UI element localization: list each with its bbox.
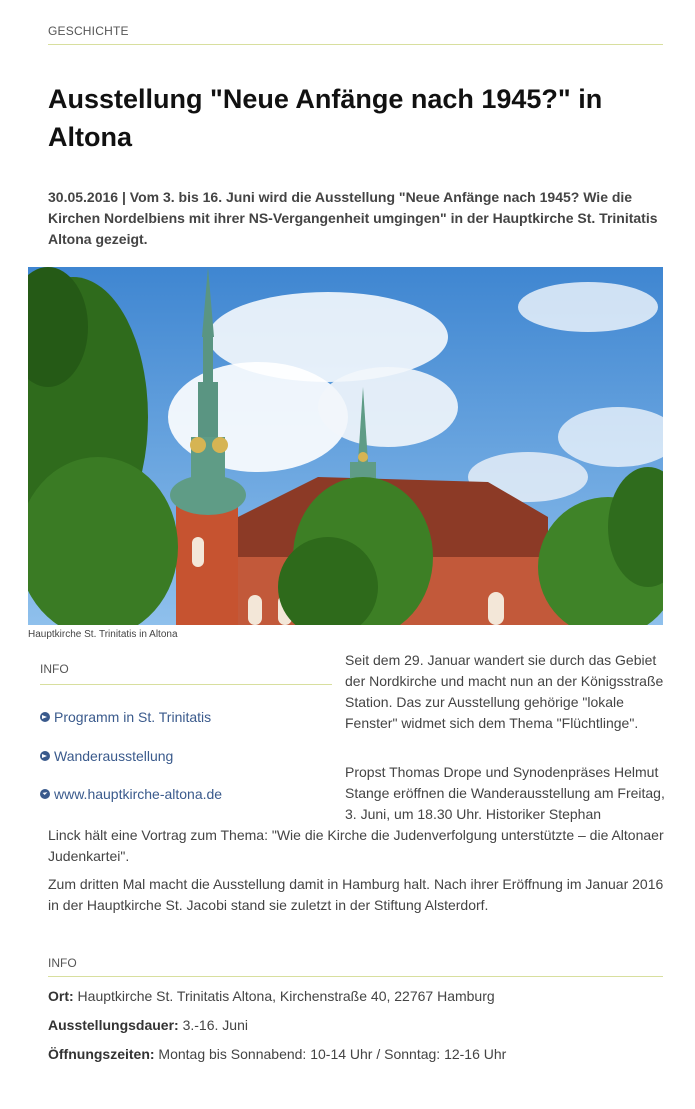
external-link-icon <box>40 789 50 799</box>
info-sidebar-title: INFO <box>40 656 332 685</box>
body-paragraph-2-end: Linck hält eine Vortrag zum Thema: "Wie die Kirche die Judenverfolgung unterstützte – die Altonaer Judenkartei". <box>48 827 664 864</box>
detail-duration-label: Ausstellungsdauer: <box>48 1017 179 1033</box>
body-paragraph-1: Seit dem 29. Januar wandert sie durch das Gebiet der Nordkirche und macht nun an der Königsstraße Station. Das zur Ausstellung gehörige "lokale Fenster" widmet sich dem Thema "Flüchtlinge". <box>345 652 664 731</box>
detail-opening-hours <box>48 1046 506 1062</box>
detail-duration <box>48 1017 248 1033</box>
category-label: GESCHICHTE <box>48 24 663 45</box>
link-hauptkirche-website[interactable] <box>40 784 332 804</box>
info-details-title: INFO <box>48 956 663 977</box>
article-title: Ausstellung "Neue Anfänge nach 1945?" in Altona <box>48 84 603 152</box>
body-paragraph-3: Zum dritten Mal macht die Ausstellung damit in Hamburg halt. Nach ihrer Eröffnung im Januar 2016 in der Hauptkirche St. Jacobi stand sie zuletzt in der Stiftung Alsterdorf. <box>48 876 664 913</box>
arrow-circle-icon <box>40 751 50 761</box>
detail-location-label: Ort: <box>48 988 74 1004</box>
arrow-circle-icon <box>40 712 50 722</box>
link-label: Programm in St. Trinitatis <box>54 709 212 725</box>
detail-hours-label: Öffnungszeiten: <box>48 1046 155 1062</box>
detail-location-value: Hauptkirche St. Trinitatis Altona, Kirchenstraße 40, 22767 Hamburg <box>73 988 495 1004</box>
body-paragraph-2-start: Propst Thomas Drope und Synodenpräses Helmut Stange eröffnen die Wanderausstellung am Freitag, 3. Juni, um 18.30 Uhr. Historiker Stephan <box>345 764 665 822</box>
detail-duration-value: 3.-16. Juni <box>178 1017 248 1033</box>
link-programm[interactable] <box>40 707 332 727</box>
church-photo <box>28 267 663 625</box>
link-wanderausstellung[interactable] <box>40 746 332 766</box>
detail-hours-value: Montag bis Sonnabend: 10-14 Uhr / Sonntag: 12-16 Uhr <box>154 1046 507 1062</box>
article-lead: 30.05.2016 | Vom 3. bis 16. Juni wird die Ausstellung "Neue Anfänge nach 1945? Wie die Kirchen Nordelbiens mit ihrer NS-Vergangenheit umgingen" in der Hauptkirche St. Trinitatis Altona gezeigt. <box>48 189 658 247</box>
link-label: www.hauptkirche-altona.de <box>54 786 223 802</box>
info-sidebar <box>40 656 332 804</box>
image-caption: Hauptkirche St. Trinitatis in Altona <box>28 629 178 640</box>
detail-location <box>48 988 495 1004</box>
link-label: Wanderausstellung <box>54 748 174 764</box>
